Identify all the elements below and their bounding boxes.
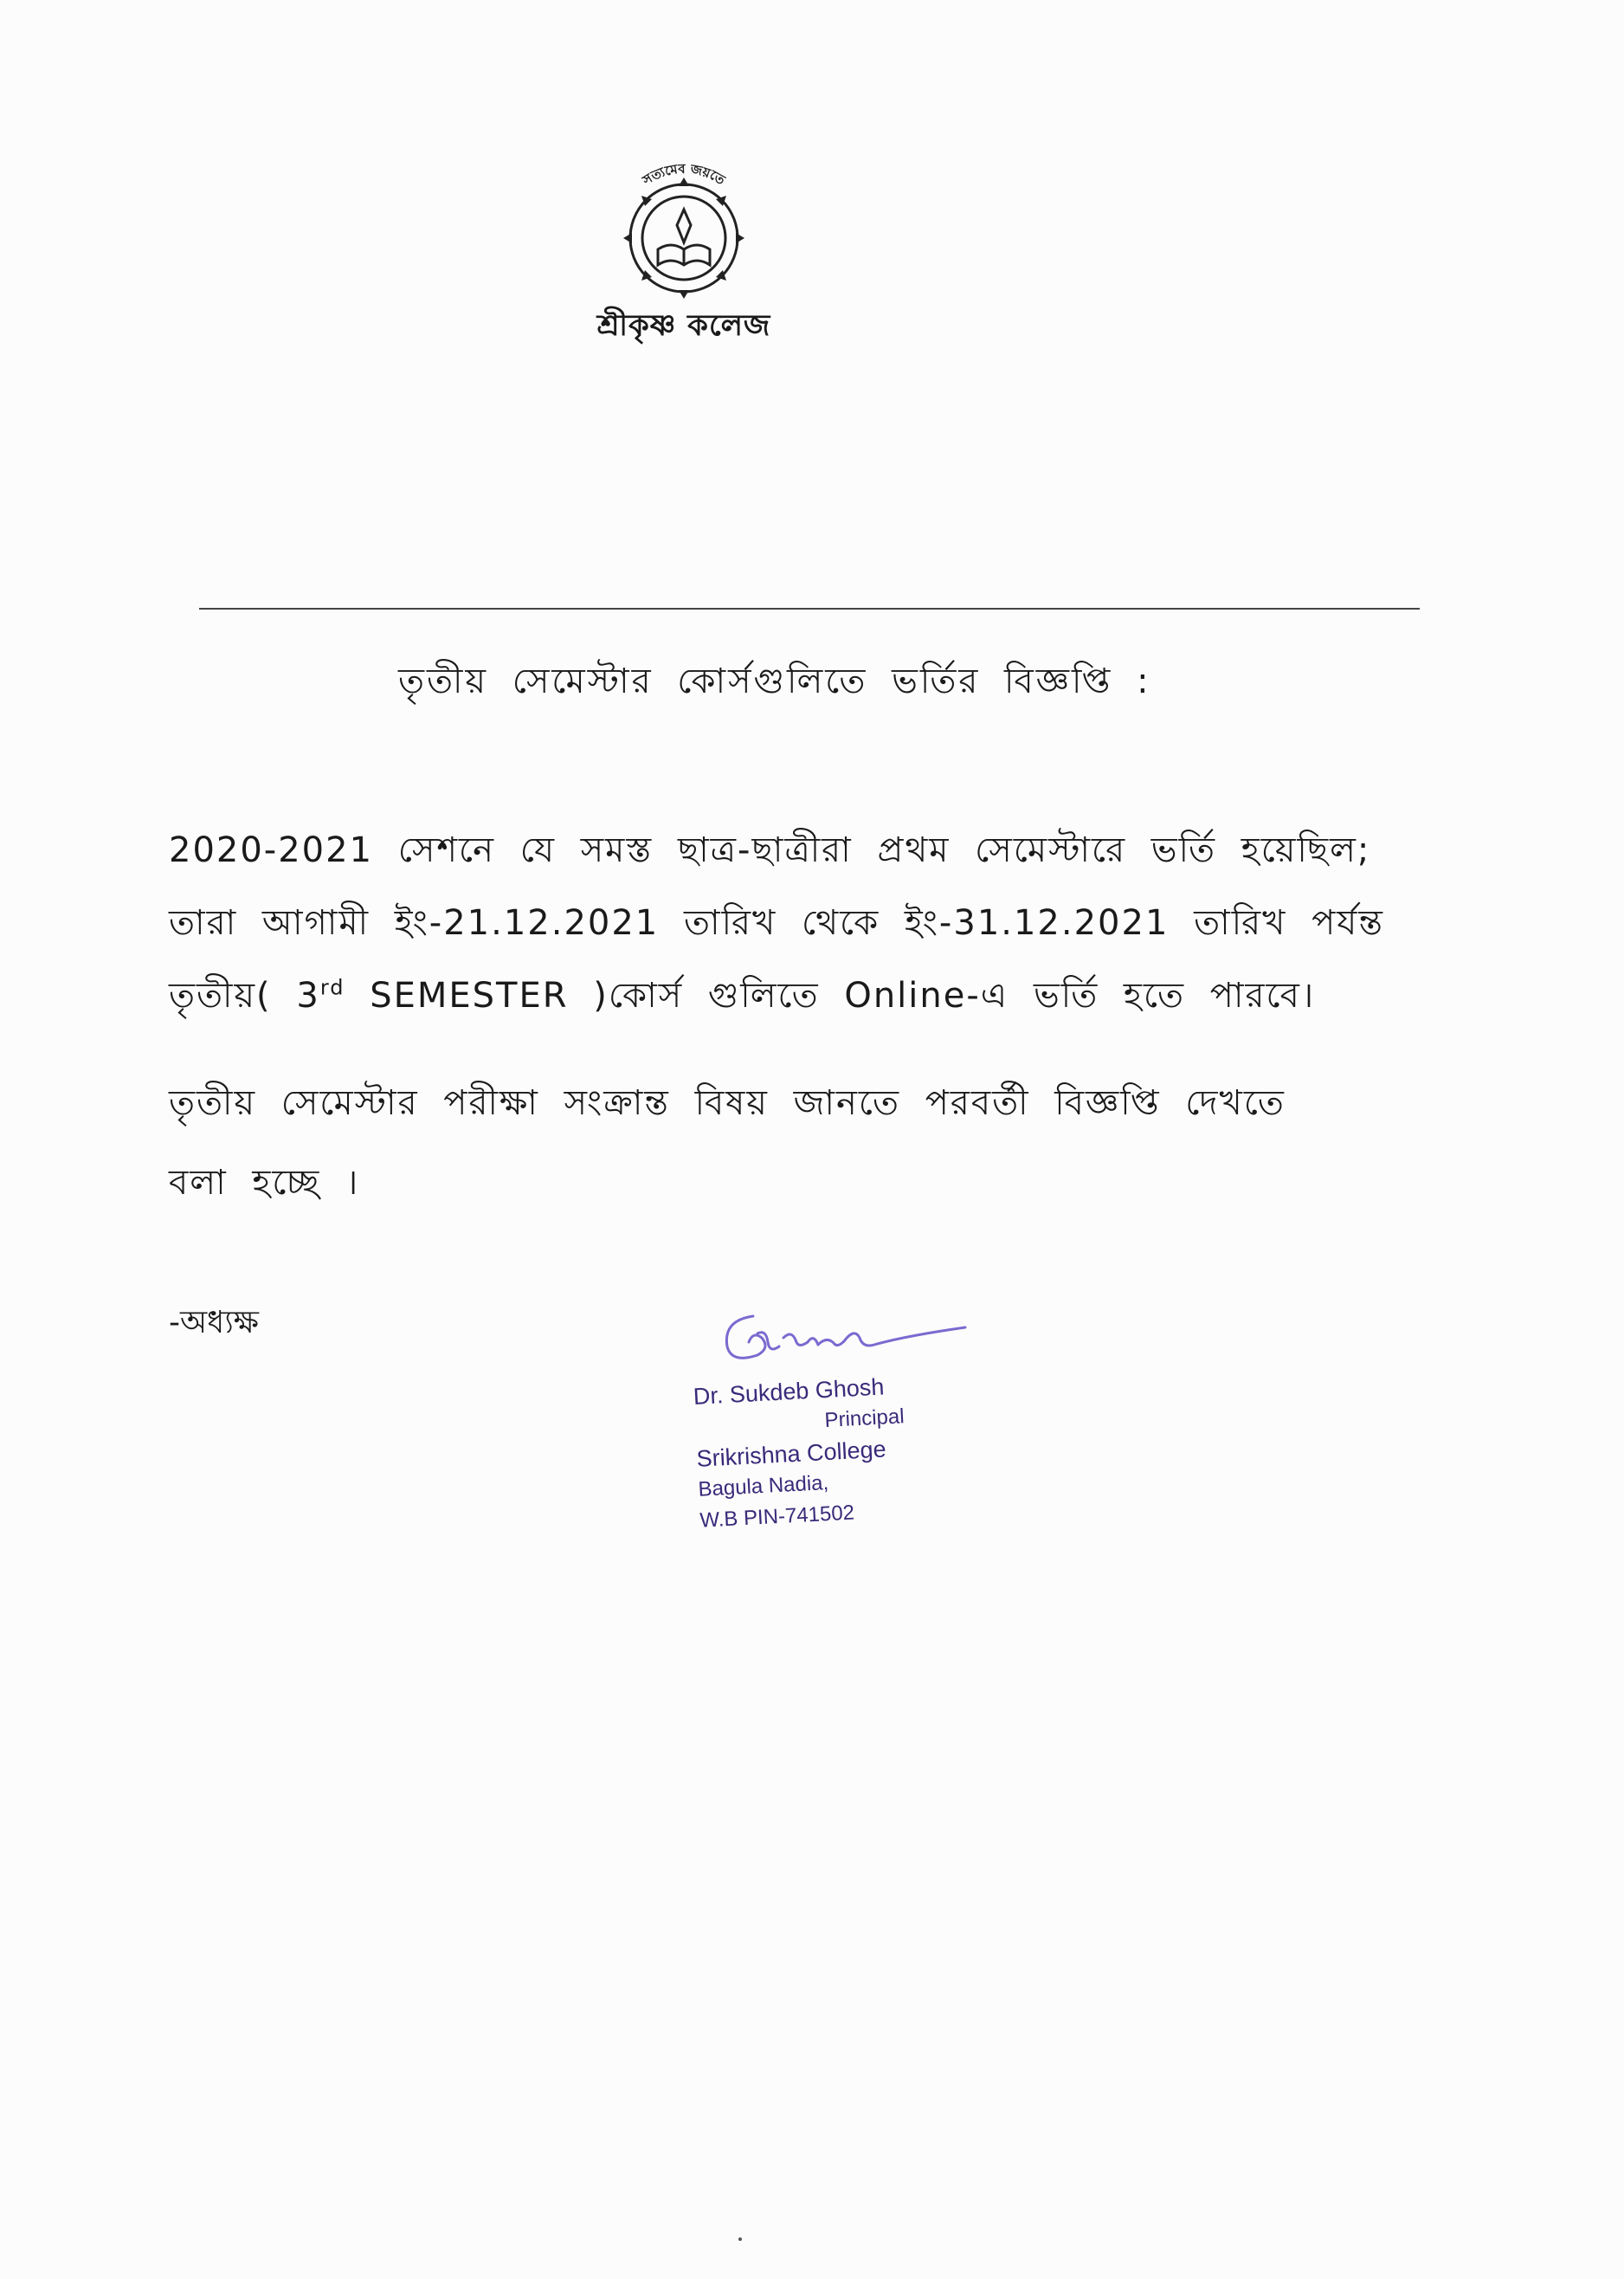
paragraph-1-line-3 <box>169 959 1467 1032</box>
svg-text:সত্যমেব জয়তে: সত্যমেব জয়তে <box>639 160 728 189</box>
logo-caption: শ্রীকৃষ্ণ কলেজ <box>596 308 771 343</box>
paragraph-1-line-2: তারা আগামী ইং-21.12.2021 তারিখ থেকে ইং-31.12.2021 তারিখ পর্যন্ত <box>169 903 1384 943</box>
page-speck <box>738 2237 742 2241</box>
ordinal-suffix: rd <box>319 975 345 1000</box>
paragraph-1-line-1: 2020-2021 সেশনে যে সমস্ত ছাত্র-ছাত্রীরা প্রথম সেমেস্টারে ভর্তি হয়েছিল; <box>169 830 1371 870</box>
notice-paragraph-1 <box>169 814 1467 1032</box>
notice-heading: তৃতীয় সেমেস্টার কোর্সগুলিতে ভর্তির বিজ্ঞপ্তি : <box>398 662 1151 701</box>
stamp-address-2: W.B PIN-741502 <box>699 1501 855 1533</box>
stamp-college: Srikrishna College <box>695 1436 887 1472</box>
stamp-name: Dr. Sukdeb Ghosh <box>693 1373 886 1410</box>
notice-paragraph-2 <box>169 1063 1467 1223</box>
line-3-end: SEMESTER )কোর্স গুলিতে Online-এ ভর্তি হতে পারবে। <box>345 976 1316 1016</box>
college-logo <box>571 156 796 346</box>
header-divider <box>199 608 1420 610</box>
principal-stamp <box>693 1367 960 1536</box>
paragraph-2-line-2: বলা হচ্ছে । <box>169 1163 360 1203</box>
stamp-title: Principal <box>823 1404 905 1433</box>
signoff-principal: -অধ্যক্ষ <box>169 1305 259 1340</box>
college-emblem-icon <box>571 156 796 303</box>
stamp-address-1: Bagula Nadia, <box>697 1470 829 1501</box>
paragraph-2-line-1: তৃতীয় সেমেস্টার পরীক্ষা সংক্রান্ত বিষয় জানতে পরবর্তী বিজ্ঞপ্তি দেখতে <box>169 1083 1286 1123</box>
line-3-start: তৃতীয়( 3 <box>169 976 320 1016</box>
